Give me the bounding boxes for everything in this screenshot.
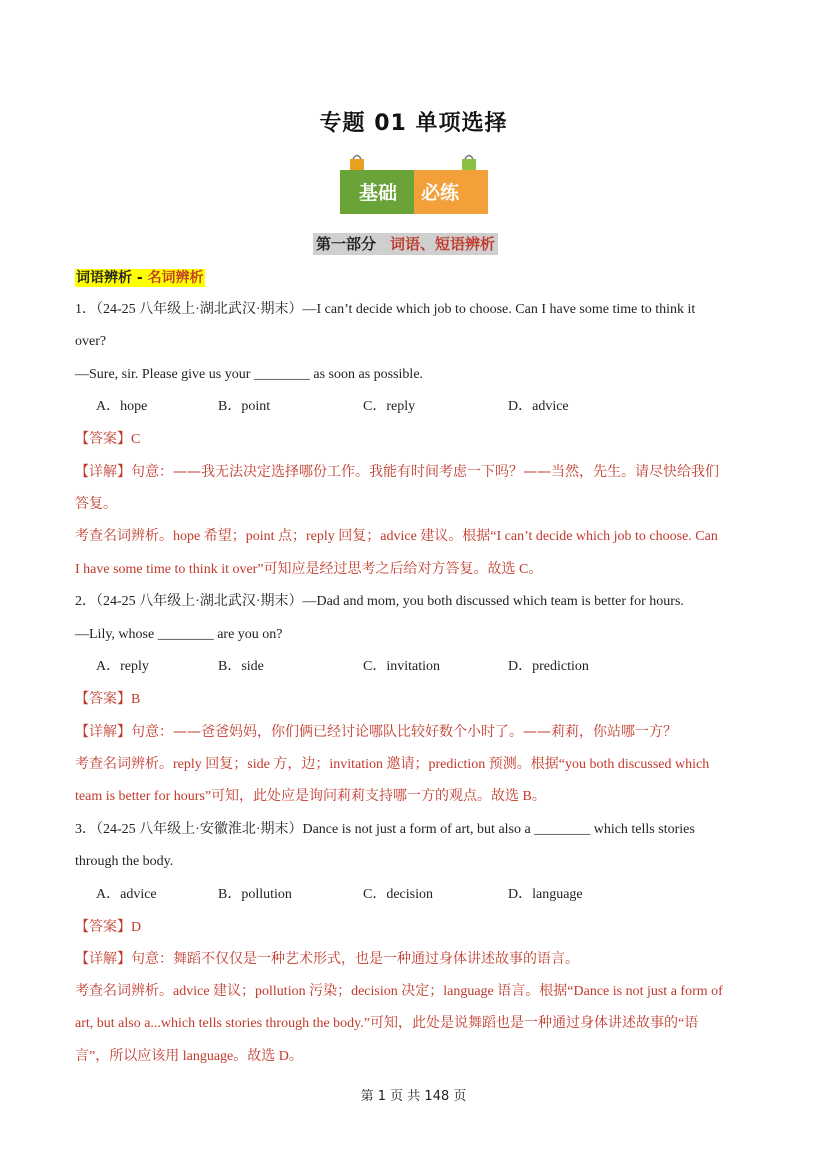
option-a: A．reply (96, 659, 149, 674)
analysis-text: art, but also a...which tells stories through the body.”可知，此处是说舞蹈也是一种通过身体讲述故事的“语 (75, 1016, 699, 1031)
question-text: —Lily, whose ________ are you on? (75, 627, 283, 642)
analysis-text: 考查名词辨析。hope 希望；point 点；reply 回复；advice 建议。根据“I can’t decide which job to choose. Can (75, 529, 718, 544)
option-c: C．decision (363, 887, 433, 902)
question-text: —Sure, sir. Please give us your ________ as soon as possible. (75, 367, 424, 382)
badge (340, 152, 490, 216)
detail-label: 【详解】 (75, 464, 131, 480)
analysis-text: I have some time to think it over”可知应是经过思考之后给对方答复。故选 C。 (75, 562, 543, 577)
option-c: C．reply (363, 399, 416, 414)
detail-line (75, 462, 719, 482)
clip-icon (460, 152, 478, 170)
answer-label: 【答案】 (75, 691, 131, 707)
answer-value: C (131, 432, 141, 447)
badge-right-label: 必练 (421, 182, 460, 204)
page-title: 专题 01 单项选择 (319, 111, 508, 136)
detail-text: 句意：——爸爸妈妈，你们俩已经讨论哪队比较好数个小时了。——莉莉，你站哪一方？ (131, 724, 677, 740)
option-d: D．language (508, 887, 583, 902)
detail-text: 句意：——我无法决定选择哪份工作。我能有时间考虑一下吗？——当然，先生。请尽快给我们 (131, 464, 719, 480)
detail-text: 答复。 (75, 496, 117, 512)
question-text: 1．（24-25 八年级上·湖北武汉·期末）—I can’t decide which job to choose. Can I have some time to think it (75, 302, 696, 317)
detail-line (75, 722, 677, 742)
question-text: 2．（24-25 八年级上·湖北武汉·期末）—Dad and mom, you both discussed which team is better for hours. (75, 594, 684, 609)
detail-text: 句意：舞蹈不仅仅是一种艺术形式，也是一种通过身体讲述故事的语言。 (131, 951, 579, 967)
answer-line (75, 429, 140, 450)
question-text: over? (75, 334, 107, 349)
option-d: D．advice (508, 399, 569, 414)
category-label (75, 269, 205, 287)
question-text: 3．（24-25 八年级上·安徽淮北·期末）Dance is not just a form of art, but also a ________ which tells stories (75, 822, 695, 837)
answer-line (75, 689, 140, 710)
category-prefix: 词语辨析 - (76, 270, 148, 286)
option-b: B．side (218, 659, 264, 674)
option-b: B．pollution (218, 887, 292, 902)
detail-label: 【详解】 (75, 724, 131, 740)
detail-label: 【详解】 (75, 951, 131, 967)
answer-line (75, 917, 141, 938)
option-a: A．hope (96, 399, 148, 414)
answer-label: 【答案】 (75, 919, 131, 935)
option-b: B．point (218, 399, 271, 414)
analysis-text: 言”，所以应该用 language。故选 D。 (75, 1049, 303, 1064)
answer-value: D (131, 920, 142, 935)
answer-label: 【答案】 (75, 431, 131, 447)
analysis-text: 考查名词辨析。advice 建议；pollution 污染；decision 决定；language 语言。根据“Dance is not just a form of (75, 984, 723, 999)
section-heading (313, 233, 498, 255)
clip-icon (348, 152, 366, 170)
option-c: C．invitation (363, 659, 440, 674)
category-name: 名词辨析 (147, 270, 204, 286)
detail-line (75, 949, 579, 969)
option-d: D．prediction (508, 659, 589, 674)
analysis-text: team is better for hours”可知，此处应是询问莉莉支持哪一方的观点。故选 B。 (75, 789, 546, 804)
analysis-text: 考查名词辨析。reply 回复；side 方，边；invitation 邀请；prediction 预测。根据“you both discussed which (75, 757, 710, 772)
option-a: A．advice (96, 887, 157, 902)
page-footer: 第 1 页 共 148 页 (360, 1089, 467, 1104)
section-label: 第一部分 (316, 235, 377, 253)
question-text: through the body. (75, 854, 174, 869)
answer-value: B (131, 692, 141, 707)
section-title: 词语、短语辨析 (390, 235, 496, 253)
badge-left-label: 基础 (359, 182, 398, 204)
